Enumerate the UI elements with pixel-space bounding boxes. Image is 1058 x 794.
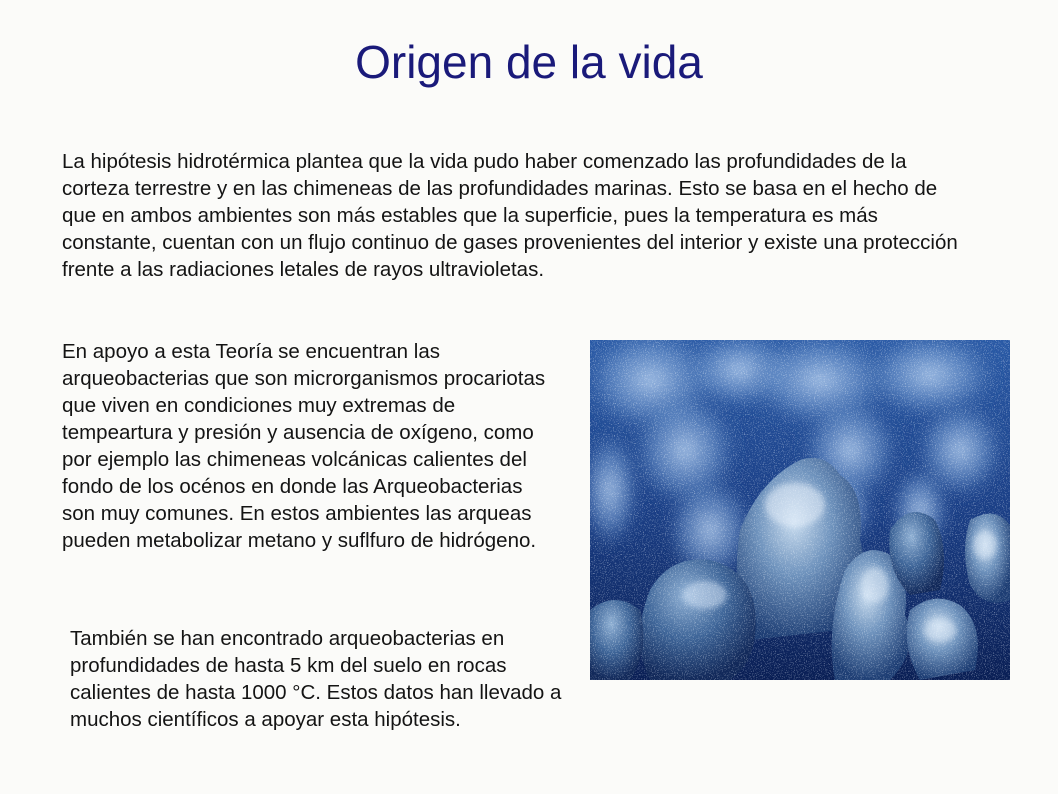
particle-texture — [590, 340, 1010, 680]
paragraph-deep-rock-findings: También se han encontrado arqueobacterias en profundidades de hasta 5 km del suelo en rocas calientes de hasta 1000 °C. Estos datos han llevado a muchos científicos a apoyar esta hipótesis. — [70, 627, 562, 731]
hydrothermal-vent-photo — [590, 340, 1010, 680]
vent-illustration — [590, 340, 1010, 680]
paragraph-archaebacteria-support: En apoyo a esta Teoría se encuentran las arqueobacterias que son microrganismos procariotas que viven en condiciones muy extremas de tempeartura y presión y ausencia de oxígeno, como por ejemplo las chimeneas volcánicas calientes del fondo de los océnos en donde las Arqueobacterias son muy comunes. En estos ambientes las arqueas pueden metabolizar metano y suflfuro de hidrógeno. — [62, 340, 546, 552]
paragraph-hydrothermal-hypothesis: La hipótesis hidrotérmica plantea que la vida pudo haber comenzado las profundidades de la corteza terrestre y en las chimeneas de las profundidades marinas. Esto se basa en el hecho de que en ambos ambientes son más estables que la superficie, pues la temperatura es más constante, cuentan con un flujo continuo de gases provenientes del interior y existe una protección frente a las radiaciones letales de rayos ultravioletas. — [62, 150, 958, 281]
slide-title: Origen de la vida — [355, 36, 703, 88]
